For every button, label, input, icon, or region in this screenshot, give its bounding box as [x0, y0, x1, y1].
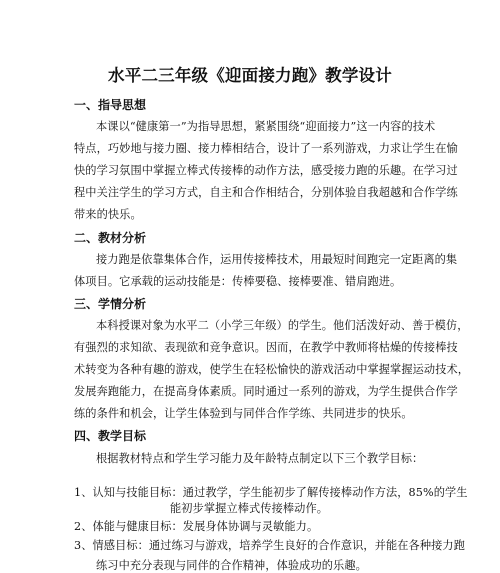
- section-heading-teaching-objectives: 四、教学目标: [74, 429, 147, 443]
- objective-item: 2、体能与健康目标：发展身体协调与灵敏能力。: [74, 520, 319, 533]
- objective-item: 1、认知与技能目标：通过教学，学生能初步了解传接棒动作方法，85%的学生: [74, 486, 468, 499]
- paragraph-line: 术转变为各种有趣的游戏，使学生在轻松愉快的游戏活动中掌握掌握运动技术，: [74, 363, 470, 376]
- paragraph-line: 发展奔跑能力，在提高身体素质。同时通过一系列的游戏，为学生提供合作学: [74, 385, 458, 398]
- section-heading-guiding-ideology: 一、指导思想: [74, 98, 147, 112]
- objective-item-continuation: 能初步掌握立棒式传接棒动作。: [170, 502, 329, 515]
- paragraph-line: 带来的快乐。: [74, 208, 142, 221]
- section-heading-material-analysis: 二、教材分析: [74, 231, 147, 245]
- paragraph-line: 根据教材特点和学生学习能力及年龄特点制定以下三个教学目标：: [96, 452, 424, 465]
- document-title: 水平二三年级《迎面接力跑》教学设计: [108, 66, 392, 85]
- paragraph-line: 快的学习氛围中掌握立棒式传接棒的动作方法，感受接力跑的乐趣。在学习过: [74, 164, 458, 177]
- paragraph-line: 本科授课对象为水平二（小学三年级）的学生。他们活泼好动、善于模仿，: [96, 319, 469, 332]
- section-heading-learner-analysis: 三、学情分析: [74, 297, 147, 311]
- paragraph-line: 有强烈的求知欲、表现欲和竞争意识。因而，在教学中教师将枯燥的传接棒技: [74, 341, 458, 354]
- paragraph-line: 程中关注学生的学习方式，自主和合作相结合，分别体验自我超越和合作学练: [74, 186, 458, 199]
- paragraph-line: 接力跑是依靠集体合作，运用传接棒技术，用最短时间跑完一定距离的集: [96, 253, 458, 266]
- objective-item-continuation: 练习中充分表现与同伴的合作精神，体验成功的乐趣。: [96, 559, 367, 572]
- paragraph-line: 体项目。它承载的运动技能是：传棒要稳、接棒要准、错肩跑进。: [74, 275, 402, 288]
- paragraph-line: 练的条件和机会，让学生体验到与同伴合作学练、共同进步的快乐。: [74, 407, 413, 420]
- paragraph-line: 特点，巧妙地与接力圈、接力棒相结合，设计了一系列游戏，力求让学生在愉: [74, 142, 458, 155]
- paragraph-line: 本课以“健康第一”为指导思想，紧紧围绕“迎面接力”这一内容的技术: [96, 120, 436, 133]
- objective-item: 3、情感目标：通过练习与游戏，培养学生良好的合作意识，并能在各种接力跑: [74, 539, 465, 552]
